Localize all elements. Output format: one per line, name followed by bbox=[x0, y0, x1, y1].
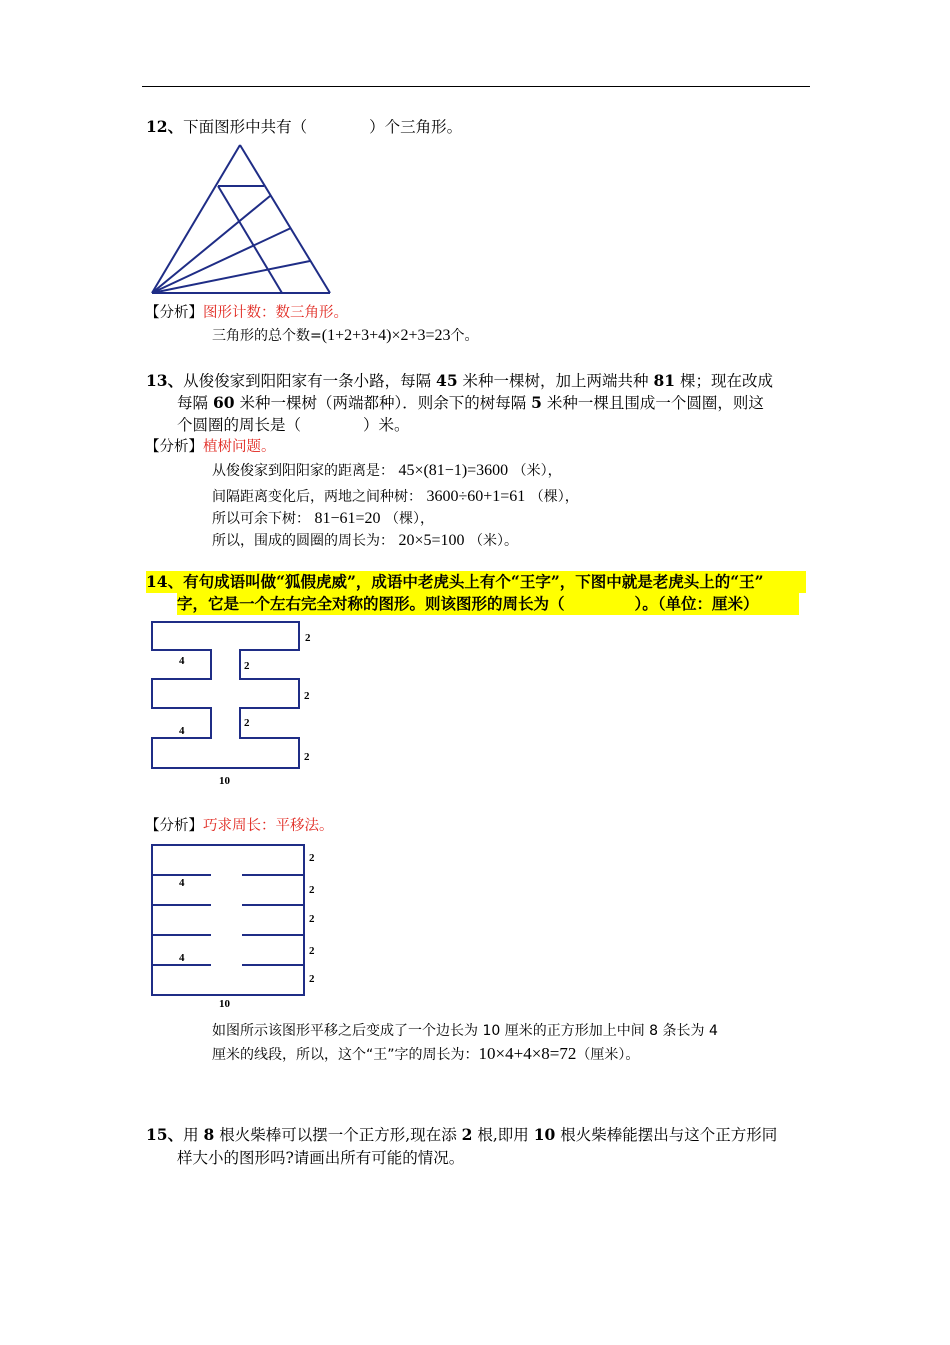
q13-step2: 间隔距离变化后，两地之间种树： 3600÷60+1=61 （棵）， bbox=[212, 488, 579, 505]
q14-explanation-1: 如图所示该图形平移之后变成了一个边长为 10 厘米的正方形加上中间 8 条长为 4 bbox=[212, 1023, 718, 1039]
q14-line1: 14、有句成语叫做“狐假虎威”，成语中老虎头上有个“王字”，下图中就是老虎头上的“王” bbox=[146, 571, 806, 593]
fig2-label: 2 bbox=[309, 852, 315, 864]
fig2-label: 10 bbox=[219, 998, 230, 1010]
fig2-label: 2 bbox=[309, 945, 315, 957]
q13-line1: 13、从俊俊家到阳阳家有一条小路，每隔 45 米种一棵树，加上两端共种 81 棵；现在改成 bbox=[146, 371, 774, 390]
fig1-label: 4 bbox=[179, 725, 185, 737]
q12-calc: 三角形的总个数=(1+2+3+4)×2+3=23个。 bbox=[212, 327, 479, 344]
fig1-label: 4 bbox=[179, 655, 185, 667]
fig2-label: 2 bbox=[309, 884, 315, 896]
q15-line2: 样大小的图形吗?请画出所有可能的情况。 bbox=[177, 1149, 465, 1167]
q13-step3: 所以可余下树： 81−61=20 （棵）， bbox=[212, 510, 434, 527]
fig2-label: 2 bbox=[309, 913, 315, 925]
fig2-label: 4 bbox=[179, 952, 185, 964]
q13-line2: 每隔 60 米种一棵树（两端都种）．则余下的树每隔 5 米种一棵且围成一个圆圈，则这 bbox=[177, 393, 764, 412]
fig2-label: 2 bbox=[309, 973, 315, 985]
q13-step4: 所以，围成的圆圈的周长为： 20×5=100 （米）。 bbox=[212, 532, 518, 549]
fig1-label: 2 bbox=[244, 660, 250, 672]
fig1-label: 2 bbox=[304, 751, 310, 763]
fig2-label: 4 bbox=[179, 877, 185, 889]
q15-line1: 15、用 8 根火柴棒可以摆一个正方形,现在添 2 根,即用 10 根火柴棒能摆出与这个正方形同 bbox=[146, 1125, 778, 1144]
q12-question: 12、下面图形中共有（ ）个三角形。 bbox=[146, 117, 463, 136]
fig1-label: 2 bbox=[244, 717, 250, 729]
q14-explanation-2: 厘米的线段，所以，这个“王”字的周长为：10×4+4×8=72（厘米）。 bbox=[212, 1044, 640, 1063]
q14-analysis: 【分析】巧求周长：平移法。 bbox=[145, 818, 334, 834]
q13-analysis: 【分析】植树问题。 bbox=[145, 439, 276, 455]
square-outline bbox=[152, 845, 304, 995]
q14-line2: 字，它是一个左右完全对称的图形。则该图形的周长为（ ）。（单位：厘米） bbox=[177, 593, 799, 615]
q13-step1: 从俊俊家到阳阳家的距离是： 45×(81−1)=3600 （米）， bbox=[212, 462, 562, 479]
fig1-label: 2 bbox=[304, 690, 310, 702]
fig1-label: 2 bbox=[305, 632, 311, 644]
q13-line3: 个圆圈的周长是（ ）米。 bbox=[177, 416, 410, 434]
q12-analysis: 【分析】图形计数：数三角形。 bbox=[145, 305, 348, 321]
fig1-label: 10 bbox=[219, 775, 230, 787]
